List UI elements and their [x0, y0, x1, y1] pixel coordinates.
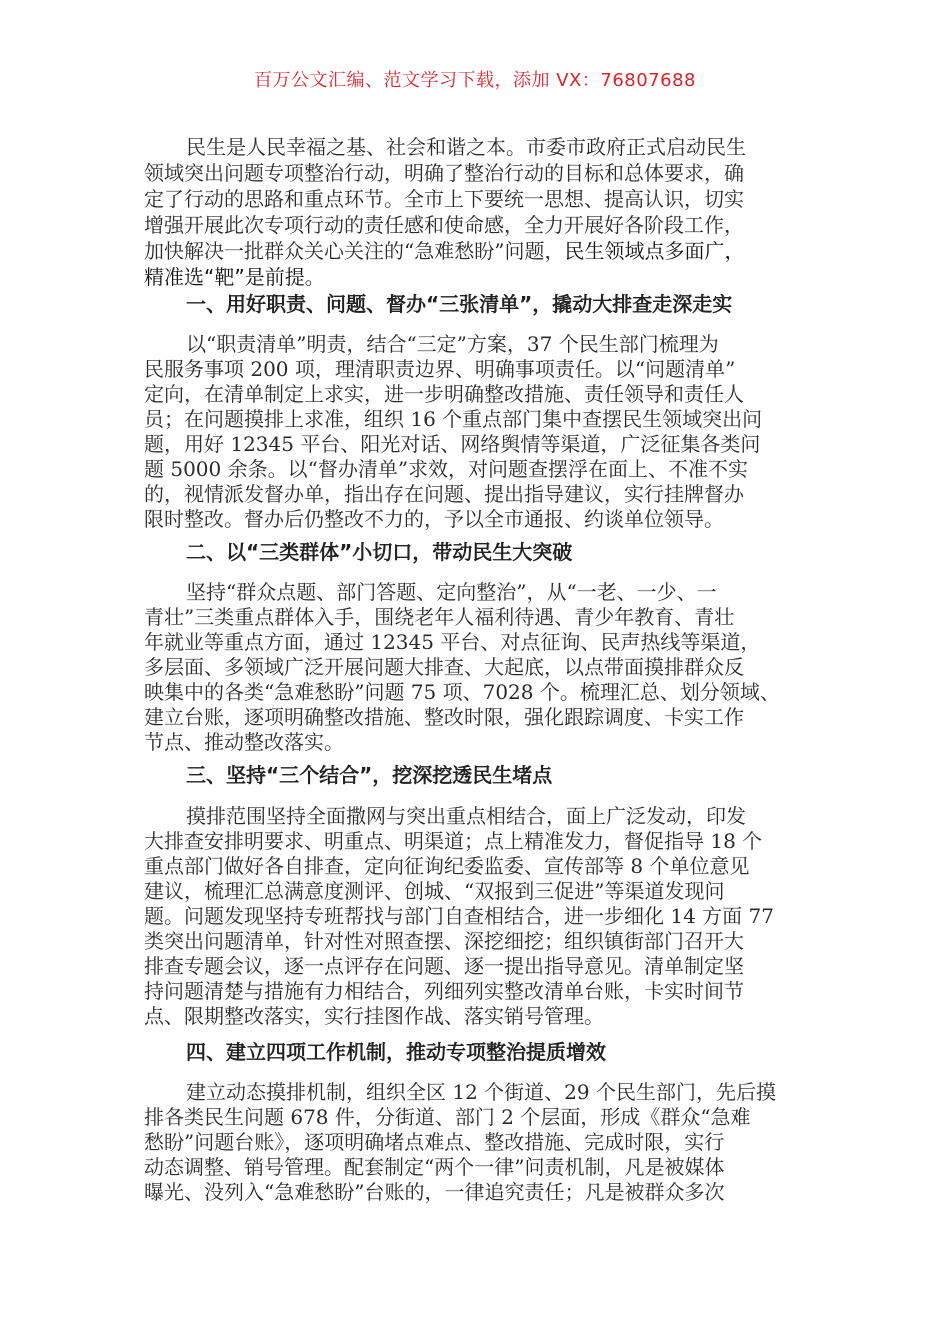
- text-line: 大排查安排明要求、明重点、明渠道；点上精准发力，督促指导 18 个: [144, 829, 763, 853]
- text-line: 曝光、没列入“急难愁盼”台账的，一律追究责任；凡是被群众多次: [144, 1180, 725, 1204]
- text-line: 员；在问题摸排上求准，组织 16 个重点部门集中查摆民生领域突出问: [144, 407, 763, 431]
- text-line: 限时整改。督办后仍整改不力的，予以全市通报、约谈单位领导。: [144, 507, 724, 531]
- emphasis-line: 精准选“靶”是前提。: [144, 265, 325, 289]
- text-line: 青壮”三类重点群体入手，围绕老年人福利待遇、青少年教育、青壮: [144, 605, 735, 629]
- text-line: 年就业等重点方面，通过 12345 平台、对点征询、民声热线等渠道，: [144, 630, 761, 654]
- text-line: 点、限期整改落实，实行挂图作战、落实销号管理。: [144, 1004, 604, 1028]
- text-line: 建议，梳理汇总满意度测评、创城、“双报到三促进”等渠道发现问: [144, 879, 725, 903]
- section-heading: 二、以“三类群体”小切口，带动民生大突破: [186, 540, 573, 564]
- text-line: 排查专题会议，逐一点评存在问题、逐一提出指导意见。清单制定坚: [144, 954, 744, 978]
- text-line: 多层面、多领域广泛开展问题大排查、大起底，以点带面摸排群众反: [144, 655, 744, 679]
- text-line: 重点部门做好各自排查，定向征询纪委监委、宣传部等 8 个单位意见: [144, 854, 750, 878]
- text-line: 排各类民生问题 678 件，分街道、部门 2 个层面，形成《群众“急难: [144, 1105, 751, 1129]
- section-heading: 四、建立四项工作机制，推动专项整治提质增效: [186, 1040, 606, 1064]
- text-line: 建立台账，逐项明确整改措施、整改时限，强化跟踪调度、卡实工作: [144, 705, 744, 729]
- text-line: 民服务事项 200 项，理清职责边界、明确事项责任。以“问题清单”: [144, 357, 736, 381]
- section-heading: 一、用好职责、问题、督办“三张清单”，撬动大排查走深走实: [186, 292, 733, 316]
- text-line: [144, 239, 744, 264]
- text-line: 题。问题发现坚持专班帮找与部门自查相结合，进一步细化 14 方面 77: [144, 904, 774, 928]
- text-line: 题 5000 余条。以“督办清单”求效，对问题查摆浮在面上、不准不实: [144, 457, 749, 481]
- text-line: 建立动态摸排机制，组织全区 12 个街道、29 个民生部门，先后摸: [186, 1080, 776, 1104]
- section-heading: 三、坚持“三个结合”，挖深挖透民生堵点: [186, 763, 553, 787]
- text-line: 持问题清楚与措施有力相结合，列细列实整改清单台账，卡实时间节: [144, 979, 744, 1003]
- text-line: 坚持“群众点题、部门答题、定向整治”，从“一老、一少、一: [186, 580, 717, 604]
- text-span: 加快解决一批群众关心关注的“急难愁盼”问题，: [144, 239, 565, 263]
- text-line: 定了行动的思路和重点环节。全市上下要统一思想、提高认识，切实: [144, 187, 744, 211]
- text-line: 以“职责清单”明责，结合“三定”方案，37 个民生部门梳理为: [186, 332, 719, 356]
- text-line: 题，用好 12345 平台、阳光对话、网络舆情等渠道，广泛征集各类问: [144, 432, 761, 456]
- download-banner: 百万公文汇编、范文学习下载，添加 VX：76807688: [254, 70, 696, 91]
- text-line: 节点、推动整改落实。: [144, 730, 344, 754]
- text-line: 摸排范围坚持全面撒网与突出重点相结合，面上广泛发动，印发: [186, 804, 746, 828]
- emphasis-text: 民生领域点多面广，: [564, 239, 745, 263]
- text-line: 定向，在清单制定上求实，进一步明确整改措施、责任领导和责任人: [144, 382, 744, 406]
- text-line: 民生是人民幸福之基、社会和谐之本。市委市政府正式启动民生: [186, 135, 746, 159]
- text-line: 的，视情派发督办单，指出存在问题、提出指导建议，实行挂牌督办: [144, 482, 744, 506]
- text-line: 增强开展此次专项行动的责任感和使命感，全力开展好各阶段工作，: [144, 213, 744, 237]
- text-line: 领域突出问题专项整治行动，明确了整治行动的目标和总体要求，确: [144, 161, 744, 185]
- text-line: 映集中的各类“急难愁盼”问题 75 项、7028 个。梳理汇总、划分领域、: [144, 680, 780, 704]
- text-line: 动态调整、销号管理。配套制定“两个一律”问责机制，凡是被媒体: [144, 1155, 725, 1179]
- text-line: 愁盼”问题台账》，逐项明确堵点难点、整改措施、完成时限，实行: [144, 1130, 725, 1154]
- text-line: 类突出问题清单，针对性对照查摆、深挖细挖；组织镇街部门召开大: [144, 929, 744, 953]
